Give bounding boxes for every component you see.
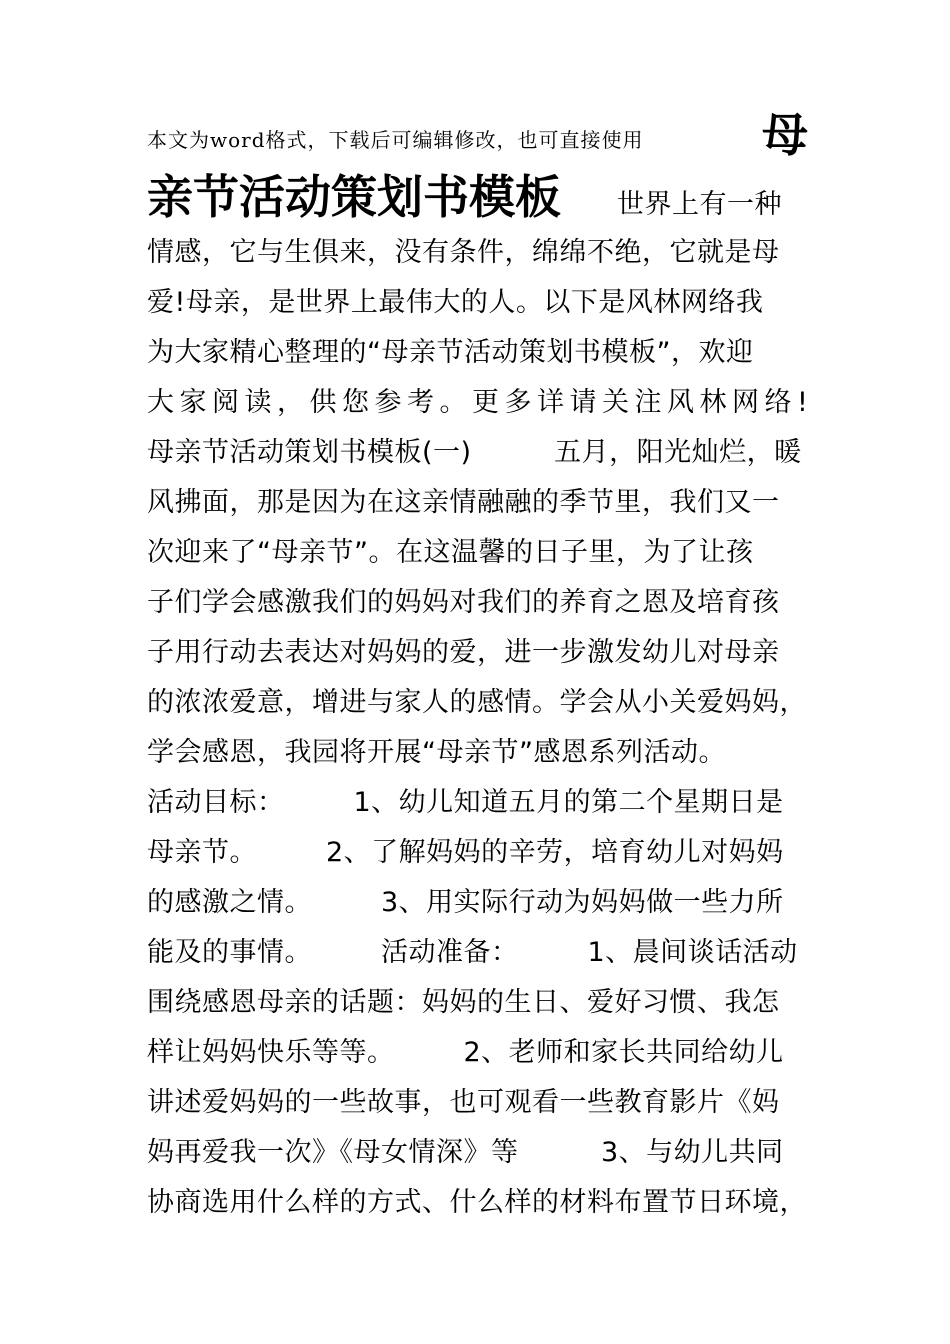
preparation-line: 样让妈妈快乐等等。 2、老师和家长共同给幼儿: [147, 1037, 784, 1068]
preparation-line: 妈再爱我一次》《母女情深》等 3、与幼儿共同: [147, 1137, 784, 1168]
paragraph-line: 情感，它与生俱来，没有条件，绵绵不绝，它就是母: [147, 237, 780, 268]
paragraph-line: 风拂面，那是因为在这亲情融融的季节里，我们又一: [147, 487, 780, 518]
goals-line: 的感激之情。 3、用实际行动为妈妈做一些力所: [147, 887, 784, 918]
document-title-start: 母: [762, 108, 808, 162]
paragraph-line: 讲述爱妈妈的一些故事，也可观看一些教育影片《妈: [147, 1087, 780, 1118]
paragraph-line: 大家阅读，供您参考。更多详请关注风林网络!: [147, 387, 814, 418]
paragraph-line: 协商选用什么样的方式、什么样的材料布置节日环境，: [147, 1187, 807, 1218]
paragraph-line: 学会感恩，我园将开展“母亲节”感恩系列活动。: [147, 737, 726, 768]
goals-line: 活动目标： 1、幼儿知道五月的第二个星期日是: [147, 787, 784, 818]
document-body: [147, 108, 814, 1228]
paragraph-line: 子用行动去表达对妈妈的爱，进一步激发幼儿对母亲: [147, 637, 780, 668]
section-heading-line: 母亲节活动策划书模板(一) 五月，阳光灿烂，暖: [147, 437, 802, 468]
title-line: [147, 166, 812, 228]
paragraph-line: 的浓浓爱意，增进与家人的感情。学会从小关爱妈妈，: [147, 687, 807, 718]
paragraph-line: 子们学会感激我们的妈妈对我们的养育之恩及培育孩: [147, 587, 780, 618]
paragraph-line: 爱!母亲，是世界上最伟大的人。以下是风林网络我: [147, 287, 764, 318]
goals-line: 母亲节。 2、了解妈妈的辛劳，培育幼儿对妈妈: [147, 837, 784, 868]
paragraph-line: 世界上有一种: [617, 189, 782, 220]
preparation-line: 能及的事情。 活动准备： 1、晨间谈话活动: [147, 937, 798, 968]
paragraph-line: 为大家精心整理的“母亲节活动策划书模板”，欢迎: [147, 337, 754, 368]
document-title: 亲节活动策划书模板: [147, 170, 561, 224]
paragraph-line: 次迎来了“母亲节”。在这温馨的日子里，为了让孩: [147, 537, 754, 568]
paragraph-line: 围绕感恩母亲的话题：妈妈的生日、爱好习惯、我怎: [147, 987, 780, 1018]
notice-line: [147, 108, 812, 166]
download-notice: 本文为word格式，下载后可编辑修改，也可直接使用: [147, 128, 644, 152]
